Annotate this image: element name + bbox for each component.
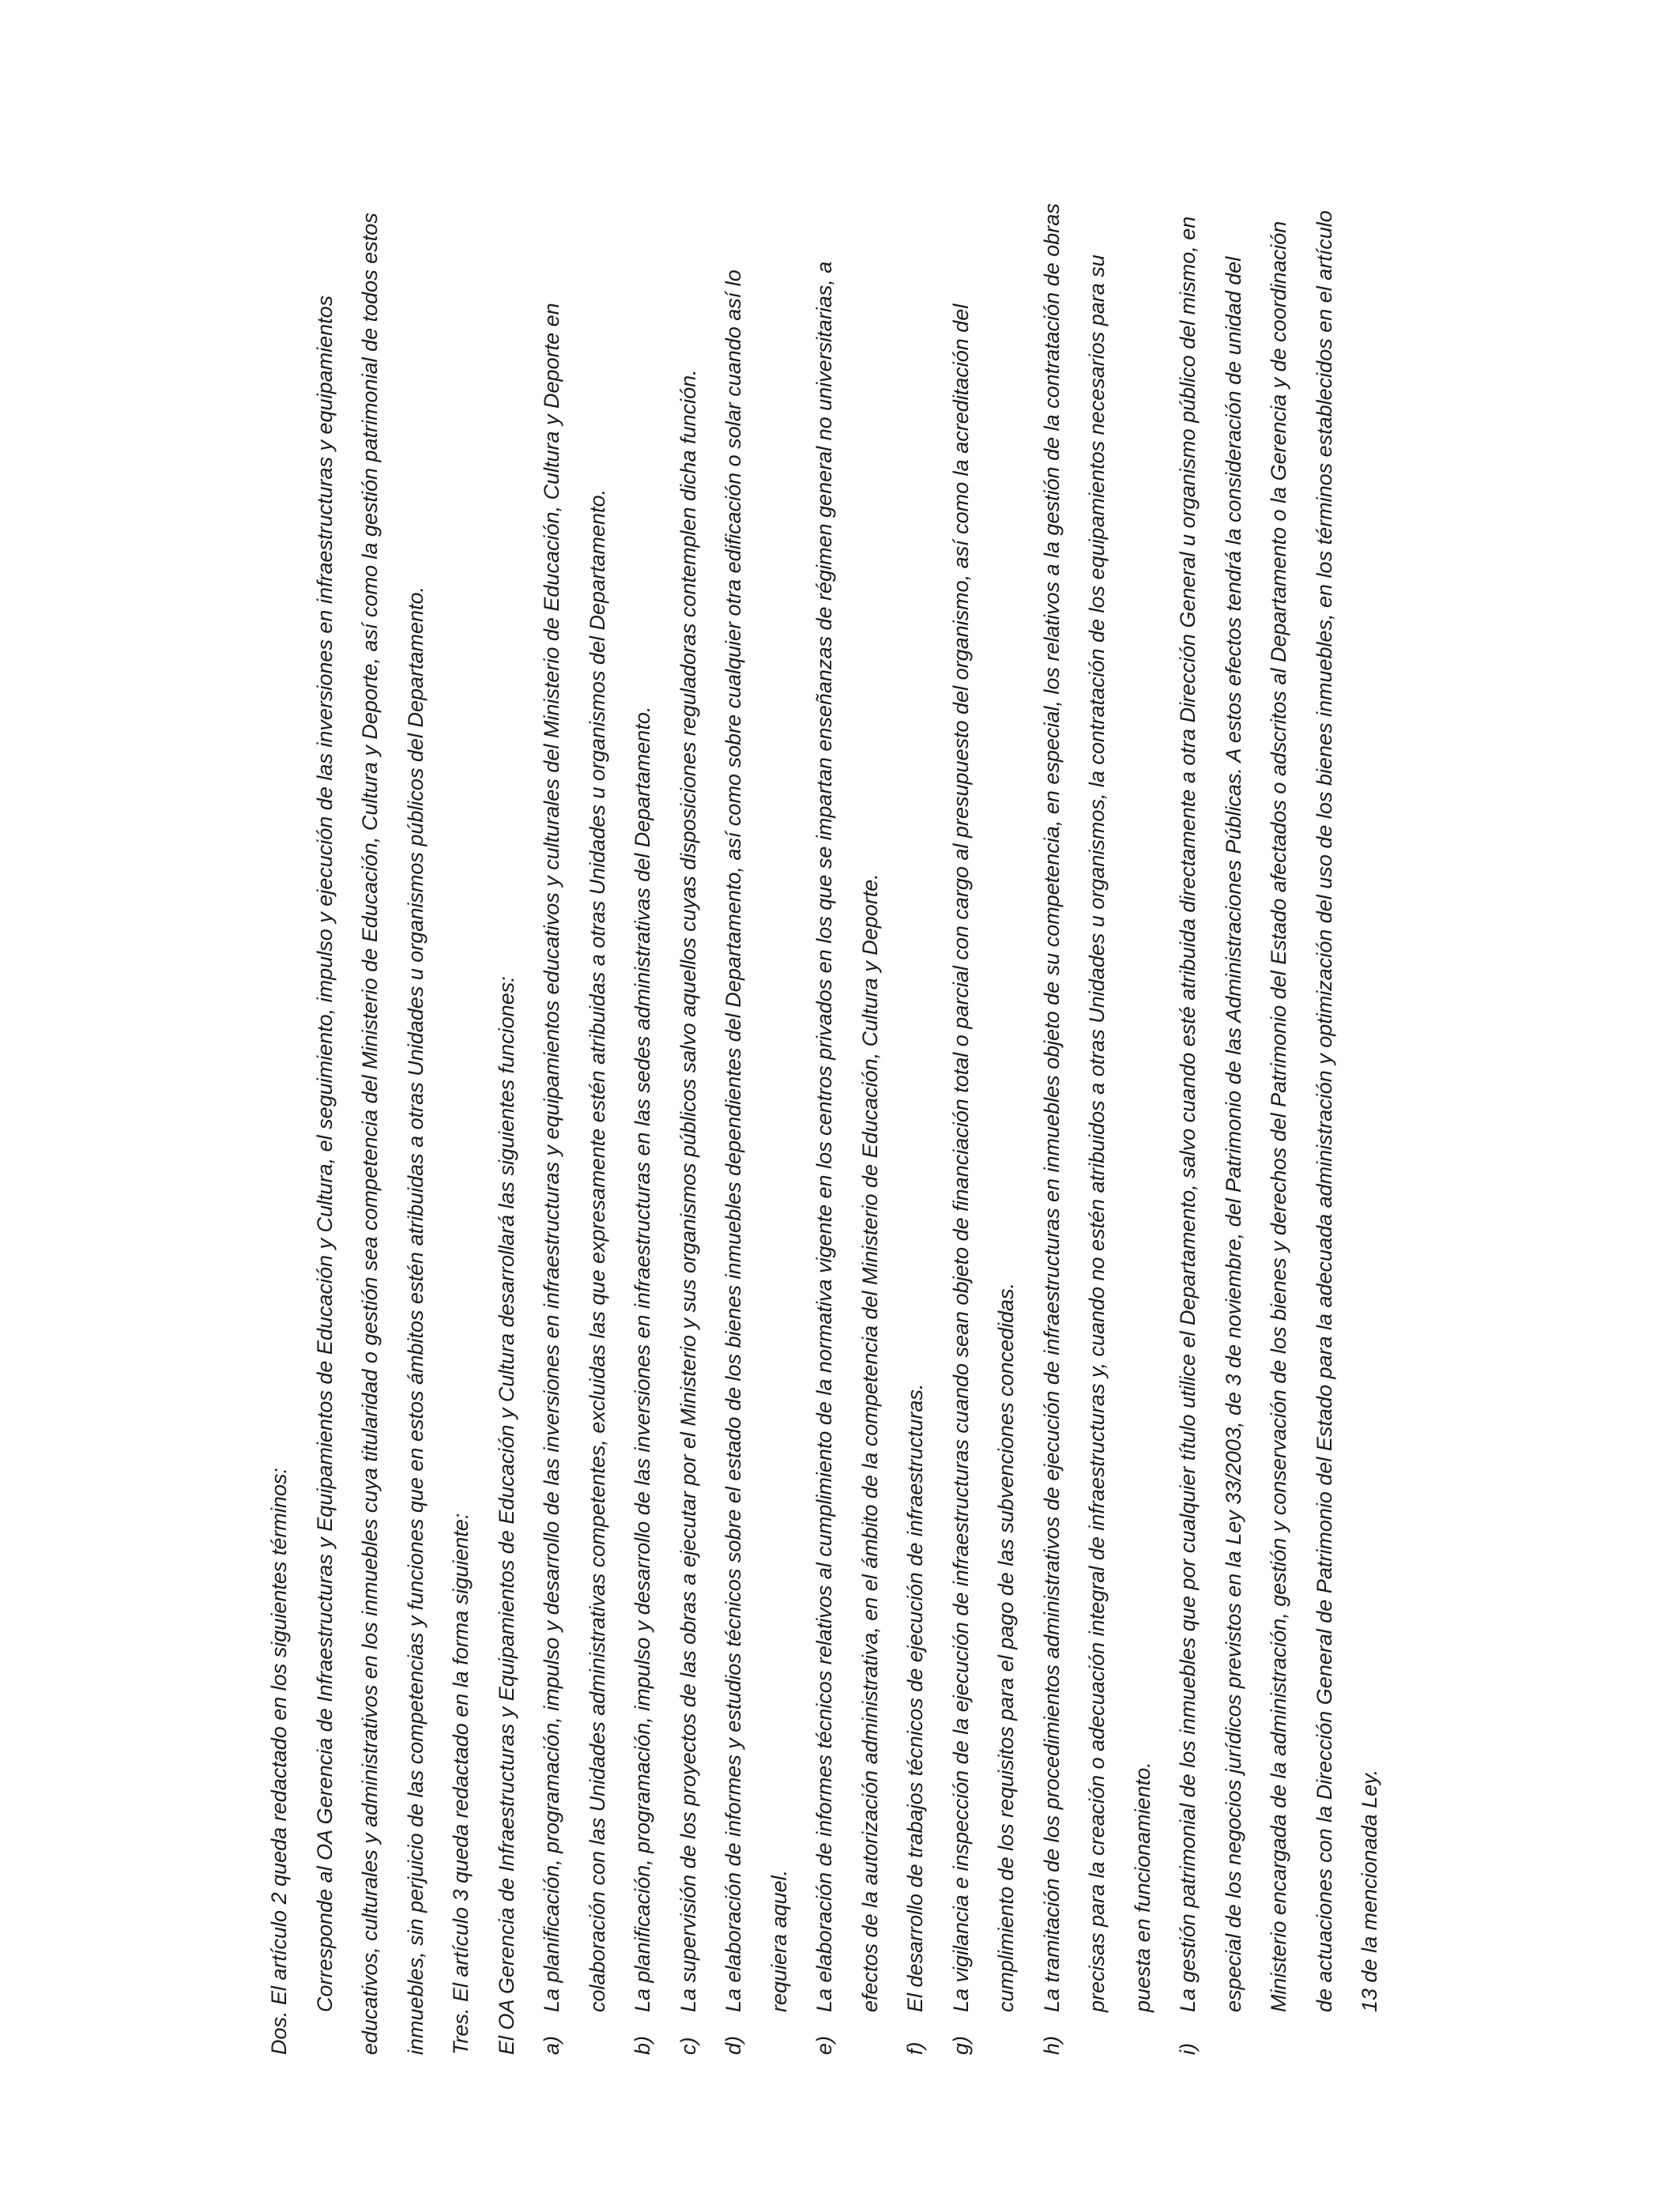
list-item bbox=[802, 198, 893, 2055]
list-item-text: La supervisión de los proyectos de las obras a ejecutar por el Ministerio y sus organismos públicos salvo aquellos cuyas disposiciones reguladoras contemplen dicha función. bbox=[676, 369, 700, 2012]
function-list bbox=[529, 198, 1393, 2055]
list-item bbox=[711, 198, 802, 2055]
list-item bbox=[939, 198, 1030, 2055]
list-item-marker: b) bbox=[631, 2035, 654, 2055]
list-item-text: El desarrollo de trabajos técnicos de ejecución de infraestructuras. bbox=[903, 1383, 927, 2012]
list-item-text: La elaboración de informes y estudios técnicos sobre el estado de los bienes inmuebles dependientes del Departamento, así como sobre cualquier otra edificación o solar cuando así lo requiera aquel. bbox=[721, 270, 791, 2012]
paragraph-intro: Dos. El artículo 2 queda redactado en los siguientes términos: bbox=[267, 1468, 291, 2055]
list-item bbox=[666, 198, 712, 2055]
list-item-text: La gestión patrimonial de los inmuebles que por cualquier título utilice el Departamento, salvo cuando esté atribuida directamente a otra Dirección General u organismo público del mismo, en especial de los negocios jurídicos previstos en la Ley 33/2003, de 3 de noviembre, del Patrimonio de las Administraciones Públicas. A estos efectos tendrá la consideración de unidad del Ministerio encargada de la administración, gestión y conservación de los bienes y derechos del Patrimonio del Estado afectados o adscritos al Departamento o la Gerencia y de coordinación de actuaciones con la Dirección General de Patrimonio del Estado para la adecuada administración y optimización del uso de los bienes inmuebles, en los términos establecidos en el artículo 13 de la mencionada Ley. bbox=[1176, 210, 1381, 2012]
list-item bbox=[893, 198, 939, 2055]
list-item-text: La vigilancia e inspección de la ejecución de infraestructuras cuando sean objeto de financiación total o parcial con cargo al presupuesto del organismo, así como la acreditación del cumplimiento de los requisitos para el pago de las subvenciones concedidas. bbox=[948, 303, 1018, 2012]
list-item-marker: i) bbox=[1176, 2043, 1200, 2055]
list-item bbox=[1030, 198, 1166, 2055]
list-item-text: La elaboración de informes técnicos relativos al cumplimiento de la normativa vigente en los centros privados en los que se impartan enseñanzas de régimen general no universitarias, a efectos de la autorización administrativa, en el ámbito de la competencia del Ministerio de Educación, Cultura y Deporte. bbox=[812, 261, 882, 2012]
list-item-text: La tramitación de los procedimientos administrativos de ejecución de infraestructuras en inmuebles objeto de su competencia, en especial, los relativos a la gestión de la contratación de obras precisas para la creación o adecuación integral de infraestructuras y, cuando no estén atribuidos a otras Unidades u organismos, la contratación de los equipamientos necesarios para su puesta en funcionamiento. bbox=[1039, 203, 1155, 2012]
paragraph-tres: Tres. El artículo 3 queda redactado en la forma siguiente: bbox=[449, 1513, 473, 2055]
list-item-marker: e) bbox=[812, 2035, 836, 2055]
rotated-text-block bbox=[257, 198, 1458, 2055]
list-item-marker: d) bbox=[721, 2035, 745, 2055]
list-item-marker: a) bbox=[540, 2035, 563, 2055]
list-item bbox=[620, 198, 666, 2055]
list-item bbox=[529, 198, 620, 2055]
list-item-marker: c) bbox=[676, 2037, 700, 2055]
list-item bbox=[1166, 198, 1393, 2055]
list-item-marker: f) bbox=[903, 2041, 927, 2055]
list-item-text: La planificación, programación, impulso y desarrollo de las inversiones en infraestructuras en las sedes administrativas del Departamento. bbox=[631, 706, 654, 2012]
list-item-marker: h) bbox=[1039, 2035, 1064, 2055]
list-item-text: La planificación, programación, impulso y desarrollo de las inversiones en infraestructuras y equipamientos educativos y culturales del Ministerio de Educación, Cultura y Deporte en colaboración con las Unidades administrativas competentes, excluidas las que expresamente estén atribuidas a otras Unidades u organismos del Departamento. bbox=[540, 303, 609, 2012]
list-item-marker: g) bbox=[948, 2035, 973, 2055]
paragraph-article-2: Corresponde al OA Gerencia de Infraestructuras y Equipamientos de Educación y Cultura, el seguimiento, impulso y ejecución de las inversiones en infraestructuras y equipamientos educativos, culturales y administrativos en los inmuebles cuya titularidad o gestión sea competencia del Ministerio de Educación, Cultura y Deporte, así como la gestión patrimonial de todos estos inmuebles, sin perjuicio de las competencias y funciones que en estos ámbitos estén atribuidas a otras Unidades u organismos públicos del Departamento. bbox=[312, 213, 428, 2055]
paragraph-funciones-intro: El OA Gerencia de Infraestructuras y Equipamientos de Educación y Cultura desarrollará las siguientes funciones: bbox=[494, 976, 518, 2055]
